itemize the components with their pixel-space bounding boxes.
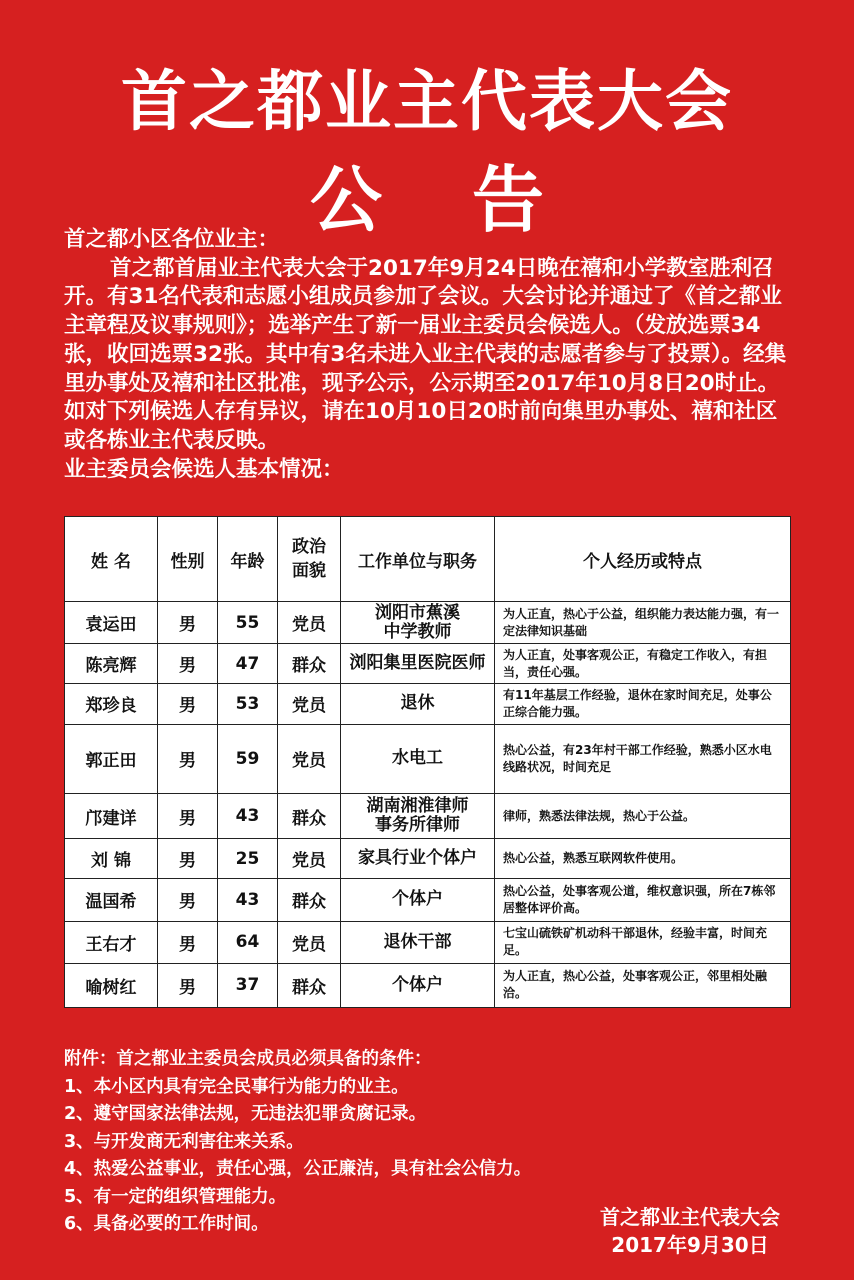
candidate-table	[64, 516, 791, 1008]
cell-name: 刘 锦	[65, 839, 158, 879]
annex-item: 1、本小区内具有完全民事行为能力的业主。	[64, 1076, 409, 1097]
cell-name: 陈亮辉	[65, 644, 158, 684]
table-row	[65, 793, 791, 838]
cell-politics: 党员	[278, 684, 341, 724]
cell-experience: 为人正直，热心于公益，组织能力表达能力强，有一定法律知识基础	[495, 602, 791, 644]
header-unit: 工作单位与职务	[341, 517, 495, 602]
poster-title: 首之都业主代表大会	[121, 63, 733, 140]
cell-gender: 男	[158, 963, 218, 1007]
cell-name: 喻树红	[65, 963, 158, 1007]
poster-subtitle: 公告	[309, 158, 634, 242]
cell-gender: 男	[158, 921, 218, 963]
annex-item: 6、具备必要的工作时间。	[64, 1214, 269, 1234]
cell-gender: 男	[158, 602, 218, 644]
cell-name: 王右才	[65, 921, 158, 963]
cell-unit: 水电工	[341, 724, 495, 793]
greeting: 首之都小区各位业主：	[64, 227, 280, 252]
cell-name: 袁运田	[65, 602, 158, 644]
cell-unit: 退休干部	[341, 921, 495, 963]
cell-experience: 热心公益，有23年村干部工作经验，熟悉小区水电线路状况，时间充足	[495, 724, 791, 793]
table-header-row	[65, 517, 791, 602]
cell-age: 43	[218, 879, 278, 921]
cell-age: 64	[218, 921, 278, 963]
cell-unit: 浏阳市蕉溪 中学教师	[341, 602, 495, 644]
header-name: 姓 名	[65, 517, 158, 602]
cell-gender: 男	[158, 684, 218, 724]
annex-item: 4、热爱公益事业，责任心强，公正廉洁，具有社会公信力。	[64, 1159, 532, 1179]
cell-age: 25	[218, 839, 278, 879]
annex-section	[64, 1046, 531, 1239]
signature-date: 2017年9月30日	[611, 1233, 769, 1257]
annex-item: 3、与开发商无利害往来关系。	[64, 1131, 304, 1152]
annex-heading: 附件：首之都业主委员会成员必须具备的条件：	[64, 1049, 432, 1069]
cell-unit: 浏阳集里医院医师	[341, 644, 495, 684]
cell-experience: 律师，熟悉法律法规，热心于公益。	[495, 793, 791, 838]
table-row	[65, 724, 791, 793]
cell-name: 郑珍良	[65, 684, 158, 724]
signature-block	[600, 1203, 780, 1259]
cell-unit: 家具行业个体户	[341, 839, 495, 879]
table-intro: 业主委员会候选人基本情况：	[64, 456, 344, 482]
header-age: 年龄	[218, 517, 278, 602]
header-gender: 性别	[158, 517, 218, 602]
cell-gender: 男	[158, 793, 218, 838]
cell-politics: 群众	[278, 793, 341, 838]
annex-item: 2、遵守国家法律法规，无违法犯罪贪腐记录。	[64, 1104, 427, 1124]
cell-name: 郭正田	[65, 724, 158, 793]
table-row	[65, 684, 791, 724]
cell-age: 55	[218, 602, 278, 644]
cell-gender: 男	[158, 724, 218, 793]
cell-unit: 个体户	[341, 963, 495, 1007]
table-row	[65, 839, 791, 879]
cell-unit: 湖南湘淮律师 事务所律师	[341, 793, 495, 838]
notice-body	[64, 226, 794, 484]
cell-age: 59	[218, 724, 278, 793]
cell-name: 温国希	[65, 879, 158, 921]
cell-politics: 群众	[278, 879, 341, 921]
cell-experience: 热心公益，处事客观公道，维权意识强，所在7栋邻居整体评价高。	[495, 879, 791, 921]
cell-politics: 党员	[278, 724, 341, 793]
cell-gender: 男	[158, 879, 218, 921]
cell-politics: 群众	[278, 644, 341, 684]
table-row	[65, 963, 791, 1007]
cell-experience: 为人正直，处事客观公正，有稳定工作收入，有担当，责任心强。	[495, 644, 791, 684]
cell-name: 邝建详	[65, 793, 158, 838]
cell-gender: 男	[158, 839, 218, 879]
table-row	[65, 879, 791, 921]
cell-experience: 热心公益，熟悉互联网软件使用。	[495, 839, 791, 879]
cell-age: 53	[218, 684, 278, 724]
cell-politics: 党员	[278, 839, 341, 879]
table-row	[65, 921, 791, 963]
cell-gender: 男	[158, 644, 218, 684]
cell-experience: 为人正直，热心公益，处事客观公正，邻里相处融洽。	[495, 963, 791, 1007]
cell-politics: 群众	[278, 963, 341, 1007]
cell-politics: 党员	[278, 602, 341, 644]
cell-age: 37	[218, 963, 278, 1007]
signature-org: 首之都业主代表大会	[600, 1205, 780, 1229]
header-experience: 个人经历或特点	[495, 517, 791, 602]
annex-item: 5、有一定的组织管理能力。	[64, 1186, 287, 1207]
cell-politics: 党员	[278, 921, 341, 963]
table-row	[65, 644, 791, 684]
cell-experience: 七宝山硫铁矿机动科干部退休，经验丰富，时间充足。	[495, 921, 791, 963]
cell-age: 47	[218, 644, 278, 684]
header-politics: 政治 面貌	[278, 517, 341, 602]
cell-experience: 有11年基层工作经验，退休在家时间充足，处事公正综合能力强。	[495, 684, 791, 724]
cell-unit: 个体户	[341, 879, 495, 921]
cell-age: 43	[218, 793, 278, 838]
table-row	[65, 602, 791, 644]
main-paragraph: 首之都首届业主代表大会于2017年9月24日晚在禧和小学教室胜利召开。有31名代表和志愿小组成员参加了会议。大会讨论并通过了《首之都业主章程及议事规则》；选举产生了新一届业主委员会候选人。（发放选票34张，收回选票32张。其中有3名未进入业主代表的志愿者参与了投票）。经集里办事处及禧和社区批准，现予公示，公示期至2017年10月8日20时止。如对下列候选人存有异议，请在10月10日20时前向集里办事处、禧和社区或各栋业主代表反映。	[64, 255, 787, 453]
cell-unit: 退休	[341, 684, 495, 724]
